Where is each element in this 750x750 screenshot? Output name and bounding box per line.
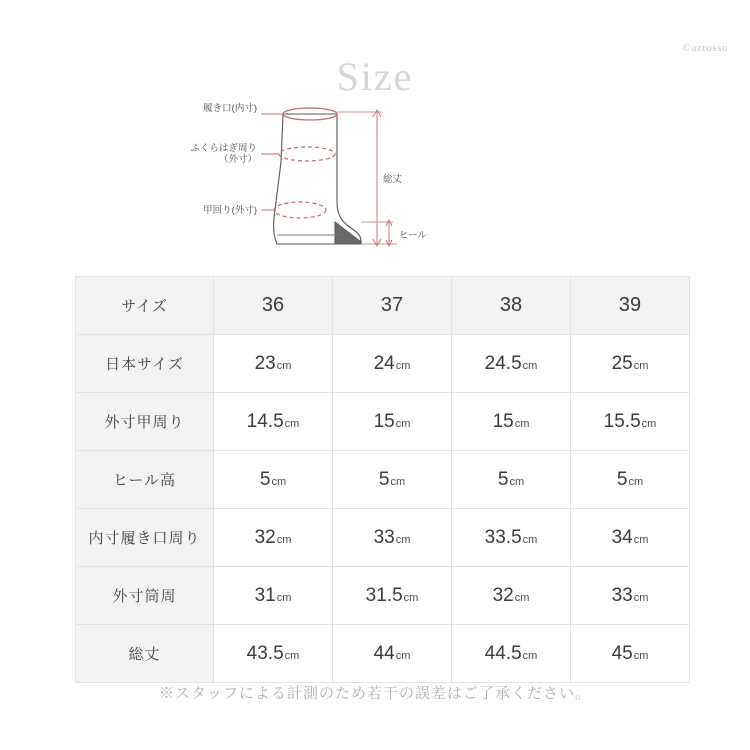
cell-unit: cm [633, 649, 649, 662]
cell-shaft-38 [452, 567, 571, 625]
cell-unit: cm [509, 475, 525, 488]
row-header-shaft-circumference: 外寸筒周 [76, 567, 214, 625]
cell-shaft-39 [571, 567, 690, 625]
cell-value: 33.5 [484, 526, 522, 548]
column-header-size-37: 37 [333, 277, 452, 335]
cell-unit: cm [522, 359, 538, 372]
cell-shaft-37 [333, 567, 452, 625]
row-header-instep: 外寸甲周り [76, 393, 214, 451]
cell-unit: cm [522, 533, 538, 546]
cell-unit: cm [395, 649, 411, 662]
cell-value: 31.5 [365, 584, 403, 606]
cell-instep-36 [214, 393, 333, 451]
table-row [76, 451, 690, 509]
cell-value: 5 [378, 468, 390, 490]
cell-total-length-39 [571, 625, 690, 683]
label-heel: ヒール [399, 230, 427, 241]
cell-unit: cm [633, 591, 649, 604]
row-header-opening-circumference: 内寸履き口周り [76, 509, 214, 567]
table-row [76, 393, 690, 451]
cell-unit: cm [514, 591, 530, 604]
cell-value: 15 [373, 410, 395, 432]
cell-heel-height-38 [452, 451, 571, 509]
cell-unit: cm [514, 417, 530, 430]
cell-value: 32 [254, 526, 276, 548]
cell-opening-36 [214, 509, 333, 567]
cell-value: 43.5 [246, 642, 284, 664]
row-header-total-length: 総丈 [76, 625, 214, 683]
size-table [75, 276, 690, 683]
cell-total-length-37 [333, 625, 452, 683]
size-table-head [76, 277, 690, 335]
cell-value: 25 [611, 352, 633, 374]
cell-value: 33 [373, 526, 395, 548]
cell-heel-height-39 [571, 451, 690, 509]
cell-value: 32 [492, 584, 514, 606]
page-title: Size [336, 53, 414, 99]
column-header-label: サイズ [76, 277, 214, 335]
cell-unit: cm [390, 475, 406, 488]
cell-value: 5 [497, 468, 509, 490]
label-calf-outer-line2: （外寸） [218, 154, 257, 165]
measurement-disclaimer: ※スタッフによる計測のため若干の誤差はご了承ください。 [158, 685, 591, 702]
cell-value: 15 [492, 410, 514, 432]
cell-unit: cm [633, 533, 649, 546]
table-row [76, 625, 690, 683]
cell-value: 15.5 [603, 410, 641, 432]
label-instep-outer: 甲回り(外寸) [203, 205, 257, 216]
cell-heel-height-36 [214, 451, 333, 509]
cell-opening-38 [452, 509, 571, 567]
cell-unit: cm [284, 649, 300, 662]
cell-value: 14.5 [246, 410, 284, 432]
cell-unit: cm [276, 591, 292, 604]
cell-value: 44.5 [484, 642, 522, 664]
size-table-body [76, 335, 690, 683]
cell-unit: cm [628, 475, 644, 488]
cell-unit: cm [633, 359, 649, 372]
cell-unit: cm [641, 417, 657, 430]
cell-instep-38 [452, 393, 571, 451]
label-total-length: 総丈 [383, 174, 403, 185]
table-header-row [76, 277, 690, 335]
cell-jp-size-39 [571, 335, 690, 393]
cell-total-length-36 [214, 625, 333, 683]
column-header-size-39: 39 [571, 277, 690, 335]
label-opening-inner: 履き口(内寸) [203, 103, 257, 114]
cell-unit: cm [403, 591, 419, 604]
cell-jp-size-36 [214, 335, 333, 393]
cell-value: 45 [611, 642, 633, 664]
cell-value: 24.5 [484, 352, 522, 374]
cell-value: 5 [616, 468, 628, 490]
cell-total-length-38 [452, 625, 571, 683]
table-row [76, 567, 690, 625]
column-header-size-36: 36 [214, 277, 333, 335]
cell-instep-37 [333, 393, 452, 451]
row-header-jp-size: 日本サイズ [76, 335, 214, 393]
cell-unit: cm [276, 359, 292, 372]
cell-value: 24 [373, 352, 395, 374]
cell-heel-height-37 [333, 451, 452, 509]
cell-value: 5 [259, 468, 271, 490]
cell-value: 23 [254, 352, 276, 374]
cell-jp-size-38 [452, 335, 571, 393]
cell-shaft-36 [214, 567, 333, 625]
cell-unit: cm [276, 533, 292, 546]
cell-unit: cm [522, 649, 538, 662]
cell-value: 34 [611, 526, 633, 548]
table-row [76, 509, 690, 567]
cell-instep-39 [571, 393, 690, 451]
table-row [76, 335, 690, 393]
cell-opening-37 [333, 509, 452, 567]
size-table-wrapper [75, 276, 675, 683]
row-header-heel-height: ヒール高 [76, 451, 214, 509]
cell-unit: cm [284, 417, 300, 430]
cell-opening-39 [571, 509, 690, 567]
boot-measurement-diagram [0, 92, 750, 267]
cell-unit: cm [271, 475, 287, 488]
cell-unit: cm [395, 533, 411, 546]
cell-unit: cm [395, 359, 411, 372]
label-calf-outer-line1: ふくらはぎ周り [190, 143, 257, 154]
cell-value: 31 [254, 584, 276, 606]
cell-value: 33 [611, 584, 633, 606]
column-header-size-38: 38 [452, 277, 571, 335]
cell-unit: cm [395, 417, 411, 430]
brand-watermark: ©azrosso [682, 42, 728, 54]
cell-value: 44 [373, 642, 395, 664]
boot-diagram-svg [165, 92, 585, 267]
cell-jp-size-37 [333, 335, 452, 393]
